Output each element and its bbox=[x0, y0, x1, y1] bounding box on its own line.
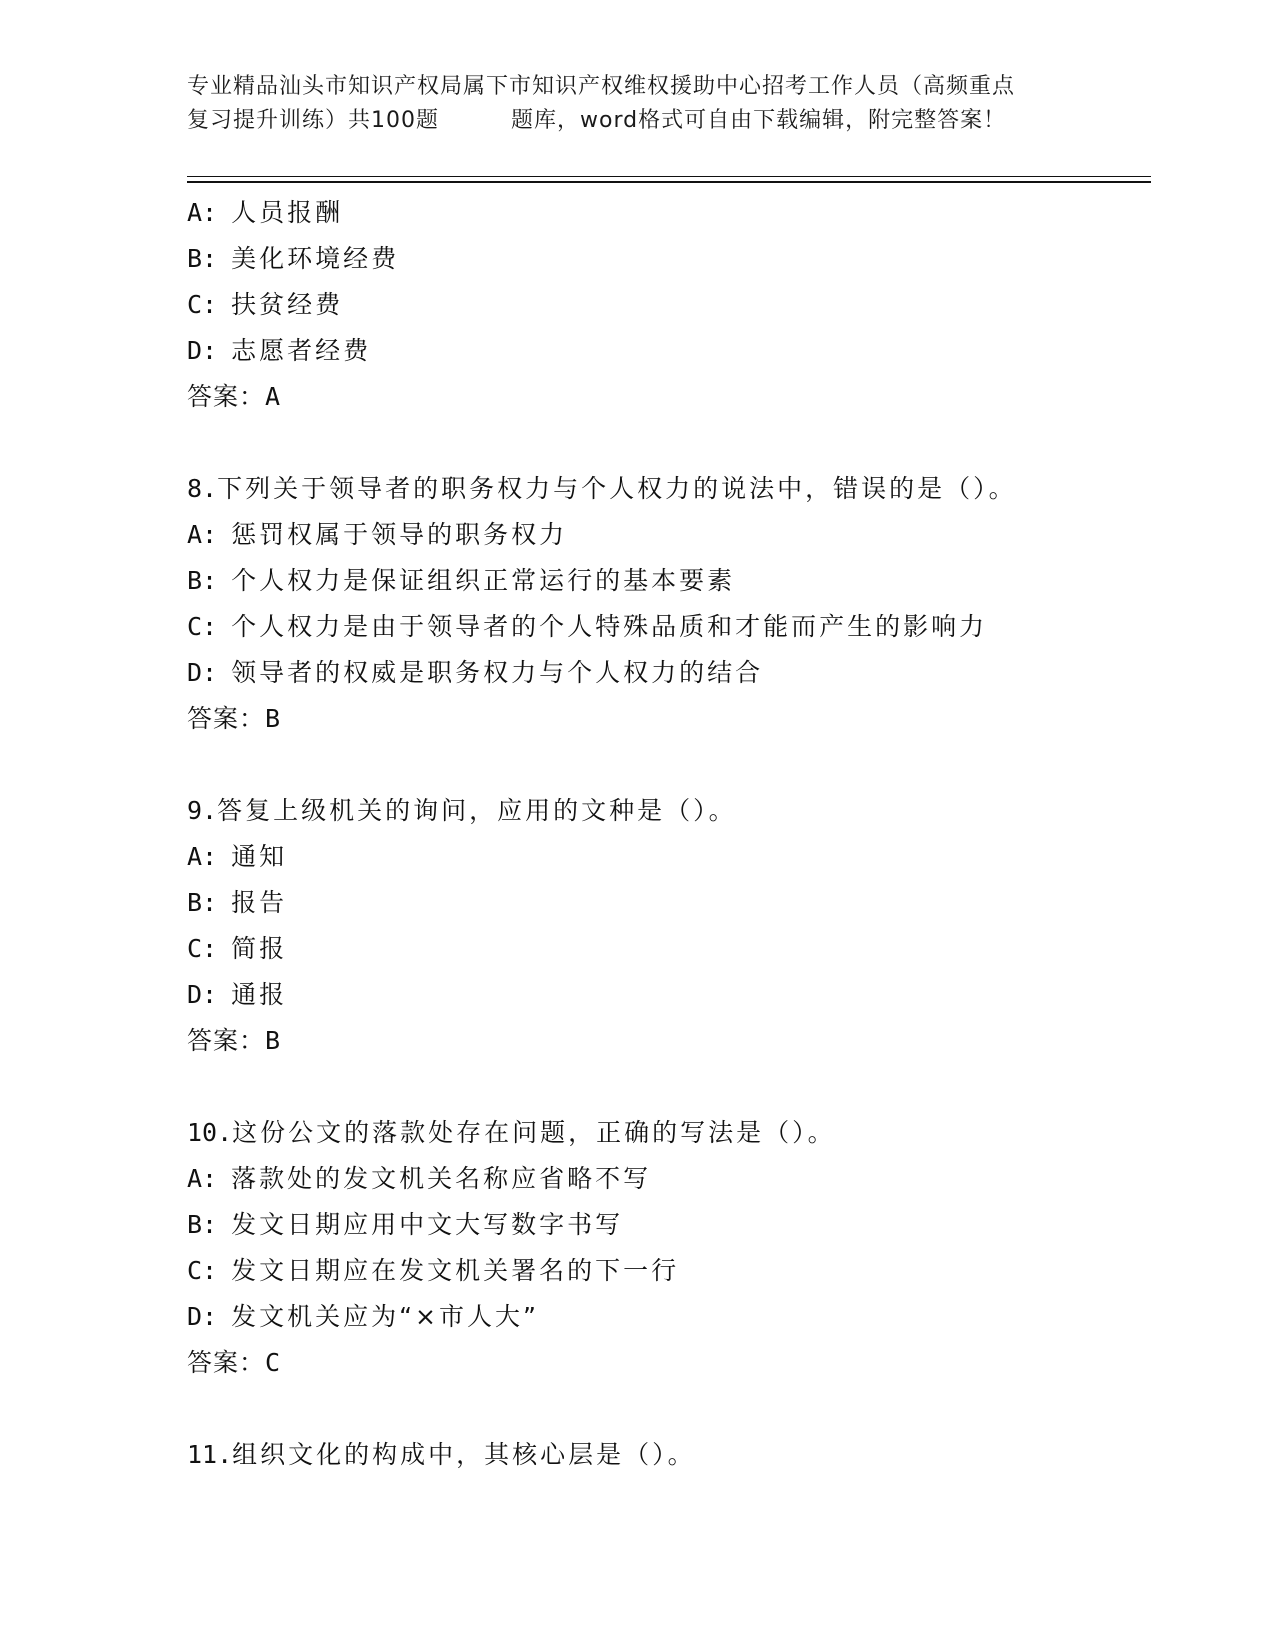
header-divider-thin bbox=[187, 176, 1151, 177]
option-text: 美化环境经费 bbox=[231, 244, 400, 273]
option-row bbox=[187, 282, 1147, 328]
option-row bbox=[187, 236, 1147, 282]
option-key: D: bbox=[187, 336, 218, 365]
question-number: 10. bbox=[187, 1118, 233, 1147]
block-spacer bbox=[187, 420, 1147, 466]
option-key: D: bbox=[187, 658, 218, 687]
option-key: C: bbox=[187, 934, 218, 963]
option-row bbox=[187, 880, 1147, 926]
question-list bbox=[187, 190, 1147, 1478]
block-spacer bbox=[187, 742, 1147, 788]
question-number: 9. bbox=[187, 796, 218, 825]
option-key: D: bbox=[187, 980, 218, 1009]
option-key: B: bbox=[187, 244, 218, 273]
option-text: 惩罚权属于领导的职务权力 bbox=[231, 520, 568, 549]
header-line-2-part-1: 复习提升训练）共100题 bbox=[187, 108, 439, 133]
option-key: A: bbox=[187, 198, 218, 227]
question-number: 11. bbox=[187, 1440, 233, 1469]
block-spacer bbox=[187, 1386, 1147, 1432]
option-text: 扶贫经费 bbox=[231, 290, 344, 319]
option-row bbox=[187, 604, 1147, 650]
option-text: 个人权力是保证组织正常运行的基本要素 bbox=[231, 566, 736, 595]
option-text: 发文日期应用中文大写数字书写 bbox=[231, 1210, 624, 1239]
question-row bbox=[187, 1110, 1147, 1156]
option-key: A: bbox=[187, 842, 218, 871]
answer-row bbox=[187, 1018, 1147, 1064]
option-key: B: bbox=[187, 1210, 218, 1239]
option-key: C: bbox=[187, 612, 218, 641]
option-text: 发文机关应为“×市人大” bbox=[231, 1302, 539, 1331]
option-row bbox=[187, 1294, 1147, 1340]
question-text: 这份公文的落款处存在问题，正确的写法是（）。 bbox=[232, 1118, 836, 1147]
header-divider-thick bbox=[187, 181, 1151, 183]
question-row bbox=[187, 1432, 1147, 1478]
answer-row bbox=[187, 696, 1147, 742]
option-text: 通知 bbox=[231, 842, 288, 871]
question-number: 8. bbox=[187, 474, 218, 503]
answer-value: A bbox=[265, 382, 282, 411]
option-row bbox=[187, 1248, 1147, 1294]
option-key: B: bbox=[187, 888, 218, 917]
answer-value: B bbox=[265, 1026, 282, 1055]
option-key: C: bbox=[187, 290, 218, 319]
option-key: A: bbox=[187, 1164, 218, 1193]
answer-label: 答案： bbox=[187, 382, 266, 411]
answer-row bbox=[187, 374, 1147, 420]
header-line-1: 专业精品汕头市知识产权局属下市知识产权维权援助中心招考工作人员（高频重点 bbox=[187, 74, 1016, 99]
option-row bbox=[187, 190, 1147, 236]
option-row bbox=[187, 558, 1147, 604]
option-text: 报告 bbox=[231, 888, 288, 917]
option-text: 落款处的发文机关名称应省略不写 bbox=[231, 1164, 652, 1193]
option-row bbox=[187, 834, 1147, 880]
question-row bbox=[187, 788, 1147, 834]
answer-row bbox=[187, 1340, 1147, 1386]
option-row bbox=[187, 972, 1147, 1018]
option-row bbox=[187, 650, 1147, 696]
answer-label: 答案： bbox=[187, 704, 266, 733]
answer-label: 答案： bbox=[187, 1026, 266, 1055]
answer-value: B bbox=[265, 704, 282, 733]
option-row bbox=[187, 1156, 1147, 1202]
option-row bbox=[187, 328, 1147, 374]
header-line-2-part-2: 题库，word格式可自由下载编辑，附完整答案！ bbox=[511, 108, 1007, 133]
option-key: A: bbox=[187, 520, 218, 549]
option-key: B: bbox=[187, 566, 218, 595]
header-line-2 bbox=[187, 104, 1087, 138]
question-text: 组织文化的构成中，其核心层是（）。 bbox=[232, 1440, 696, 1469]
option-text: 领导者的权威是职务权力与个人权力的结合 bbox=[231, 658, 764, 687]
option-row bbox=[187, 1202, 1147, 1248]
option-text: 简报 bbox=[231, 934, 288, 963]
option-key: D: bbox=[187, 1302, 218, 1331]
option-text: 发文日期应在发文机关署名的下一行 bbox=[231, 1256, 680, 1285]
answer-value: C bbox=[265, 1348, 282, 1377]
option-text: 个人权力是由于领导者的个人特殊品质和才能而产生的影响力 bbox=[231, 612, 988, 641]
option-text: 通报 bbox=[231, 980, 288, 1009]
question-text: 答复上级机关的询问，应用的文种是（）。 bbox=[217, 796, 737, 825]
block-spacer bbox=[187, 1064, 1147, 1110]
option-text: 志愿者经费 bbox=[231, 336, 372, 365]
option-text: 人员报酬 bbox=[231, 198, 344, 227]
option-row bbox=[187, 926, 1147, 972]
question-text: 下列关于领导者的职务权力与个人权力的说法中，错误的是（）。 bbox=[217, 474, 1017, 503]
page-header bbox=[187, 70, 1087, 138]
answer-label: 答案： bbox=[187, 1348, 266, 1377]
option-row bbox=[187, 512, 1147, 558]
option-key: C: bbox=[187, 1256, 218, 1285]
question-row bbox=[187, 466, 1147, 512]
